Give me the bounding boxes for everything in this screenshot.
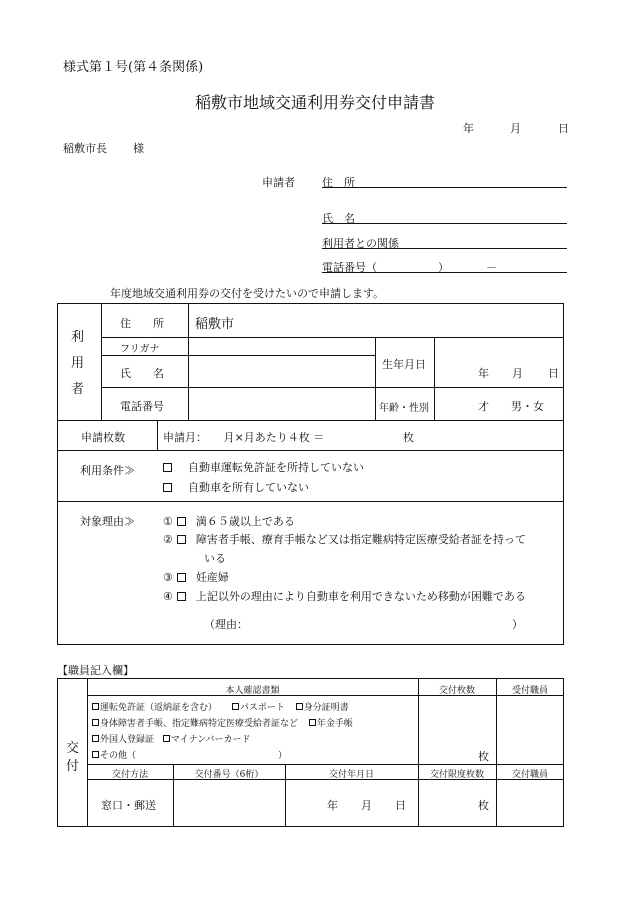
checkbox-icon[interactable]: [177, 592, 186, 601]
count-label: 申請枚数: [81, 431, 125, 444]
checkbox-icon[interactable]: [163, 463, 172, 472]
staff-header-count: 交付枚数: [438, 686, 475, 696]
reason-item[interactable]: ② 障害者手帳、療育手帳など又は指定難病特定医療受給者証を持って: [163, 533, 526, 546]
staff-date-day: 日: [395, 799, 406, 812]
docs-line-3: 外国人登録証 マイナンバーカード: [92, 732, 250, 745]
applicant-name-field[interactable]: [322, 223, 567, 224]
staff-header-id-docs: 本人確認書類: [225, 686, 280, 696]
user-phone-label: 電話番号: [120, 400, 164, 413]
docs-line-1: 運転免許証（返納証を含む） パスポート 身分証明書: [92, 700, 349, 713]
date-month-label: 月: [510, 122, 521, 135]
user-address-label: 住 所: [120, 317, 164, 330]
reason-item[interactable]: ① 満６５歳以上である: [163, 515, 295, 528]
user-furigana-label: フリガナ: [120, 344, 160, 355]
user-address-value[interactable]: 稲敷市: [195, 317, 235, 332]
staff-side-1: 交: [66, 741, 80, 756]
reasons-label: 対象理由≫: [80, 515, 135, 528]
checkbox-icon[interactable]: [177, 573, 186, 582]
birth-label: 生年月日: [382, 358, 426, 371]
applicant-relation-label: 利用者との関係: [322, 237, 399, 250]
form-number: 様式第１号(第４条関係): [63, 60, 204, 75]
statement: 年度地域交通利用券の交付を受けたいので申請します。: [110, 287, 385, 300]
applicant-phone-close: ）: [438, 261, 449, 274]
checkbox-icon[interactable]: [232, 703, 239, 710]
reason-item[interactable]: ④ 上記以外の理由により自動車を利用できないため移動が困難である: [163, 590, 526, 603]
user-header-3: 者: [71, 382, 85, 397]
reason-open: （理由：: [204, 618, 248, 631]
reason-close: ）: [512, 618, 523, 631]
checkbox-icon[interactable]: [296, 703, 303, 710]
applicant-relation-field[interactable]: [322, 248, 567, 249]
addressee: 稲敷市長: [63, 142, 107, 155]
checkbox-icon[interactable]: [163, 735, 170, 742]
user-header-2: 用: [71, 356, 85, 371]
checkbox-icon[interactable]: [177, 535, 186, 544]
staff-title: 【職員記入欄】: [57, 664, 134, 677]
staff-header-date: 交付年月日: [328, 770, 374, 780]
docs-line-4: その他（: [92, 748, 136, 761]
count-detail: 申請月： 月×月あたり４枚 ＝: [163, 431, 325, 444]
reason-item[interactable]: ③ 妊産婦: [163, 571, 229, 584]
checkbox-icon[interactable]: [309, 719, 316, 726]
applicant-phone-field[interactable]: [322, 272, 567, 273]
applicant-phone-dash: －: [486, 261, 497, 274]
applicant-address-field[interactable]: [322, 187, 567, 188]
staff-date-month: 月: [361, 799, 372, 812]
applicant-name-label: 氏 名: [322, 212, 355, 225]
birth-month: 月: [512, 367, 523, 380]
checkbox-icon[interactable]: [92, 751, 99, 758]
checkbox-icon[interactable]: [92, 735, 99, 742]
count-unit: 枚: [403, 431, 414, 444]
condition-item[interactable]: 自動車運転免許証を所持していない: [163, 459, 364, 475]
user-header-1: 利: [71, 330, 85, 345]
staff-side-2: 付: [66, 759, 80, 774]
date-year-label: 年: [463, 122, 474, 135]
birth-year: 年: [478, 367, 489, 380]
age-sex-label: 年齢・性別: [379, 403, 429, 414]
reason-continuation: いる: [204, 552, 226, 565]
checkbox-icon[interactable]: [163, 483, 172, 492]
conditions-label: 利用条件≫: [80, 464, 135, 477]
birth-day: 日: [548, 367, 559, 380]
date-day-label: 日: [558, 122, 569, 135]
user-name-label: 氏 名: [120, 367, 164, 380]
page-title: 稲敷市地域交通利用券交付申請書: [194, 93, 435, 112]
staff-header-staff2: 交付職員: [511, 770, 548, 780]
checkbox-icon[interactable]: [92, 719, 99, 726]
applicant-address-label: 住 所: [322, 176, 355, 189]
staff-header-limit: 交付限度枚数: [429, 770, 484, 780]
staff-header-method: 交付方法: [111, 770, 148, 780]
honorific: 様: [133, 142, 144, 155]
applicant-label: 申請者: [262, 176, 295, 189]
docs-line-4-close: ）: [278, 751, 288, 761]
checkbox-icon[interactable]: [177, 517, 186, 526]
age-unit: 才: [478, 400, 489, 413]
checkbox-icon[interactable]: [92, 703, 99, 710]
condition-item[interactable]: 自動車を所有していない: [163, 479, 309, 495]
sex-options[interactable]: 男・女: [511, 400, 544, 413]
staff-limit-unit: 枚: [478, 799, 489, 812]
staff-header-staff: 受付職員: [511, 686, 548, 696]
method-value[interactable]: 窓口・郵送: [101, 799, 156, 812]
docs-line-2: 身体障害者手帳、指定難病特定医療受給者証など 年金手帳: [92, 716, 353, 729]
staff-date-year: 年: [327, 799, 338, 812]
staff-count-unit: 枚: [478, 750, 489, 763]
applicant-phone-label: 電話番号（: [322, 261, 377, 274]
staff-header-number: 交付番号（6桁）: [194, 770, 264, 780]
